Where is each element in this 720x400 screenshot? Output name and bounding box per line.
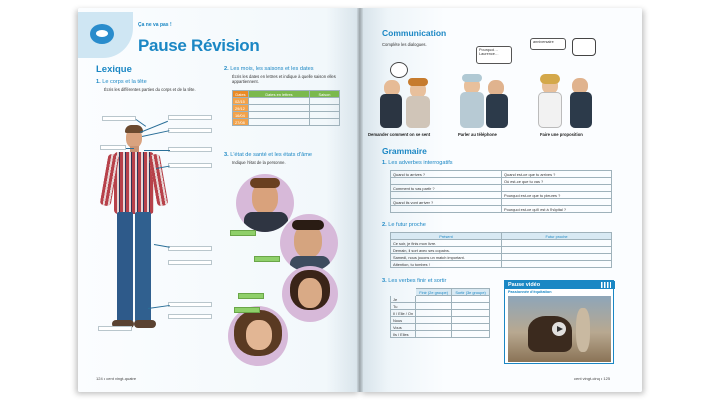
photo-happy-girl xyxy=(228,306,288,366)
page-kicker: Ça ne va pas ! xyxy=(138,22,172,28)
ex3-heading: 3. L'état de santé et les états d'âme xyxy=(224,152,312,158)
ex1-instructions: Écris les différentes parties du corps et de la tête. xyxy=(104,87,196,92)
speech-bubble-icon xyxy=(90,24,114,44)
speech-bubble-2: anniversaire xyxy=(530,38,566,50)
caption-3: Faire une proposition xyxy=(540,132,583,137)
futur-table: Présent Futur proche Ce soir, je finis mon livre. Demain, il sort avec ses copains. Samedi, nous jouons un match important. Attention, tu tombes ! xyxy=(390,232,612,268)
video-thumbnail[interactable] xyxy=(508,296,611,362)
adverbs-table: Quand tu arrives ? Quand est-ce que tu arrives ? Où est-ce que tu vas ? Comment tu vas partir ? Pourquoi est-ce que tu pleures ? Quand ils vont arriver ? Pourquoi est-ce qu'il est à l'hôpital ? xyxy=(390,170,612,213)
clapperboard-icon xyxy=(601,282,611,288)
section-lexique: Lexique xyxy=(96,64,132,75)
section-communication: Communication xyxy=(382,28,447,38)
gram-ex3-heading: 3. Les verbes finir et sortir xyxy=(382,278,447,284)
page-title: Pause Révision xyxy=(138,36,260,55)
communication-instructions: Complète les dialogues. xyxy=(382,42,427,47)
open-textbook xyxy=(78,8,642,392)
ex2-instructions: Écris les dates en lettres et indique à quelle saison elles appartiennent. xyxy=(232,74,336,84)
left-page xyxy=(78,8,360,392)
photo-sad-girl xyxy=(282,266,338,322)
gram-ex2-heading: 2. Le futur proche xyxy=(382,222,426,228)
speech-bubble-1: Pourquoi… Laurence… xyxy=(476,46,512,64)
photo-sick-boy xyxy=(236,174,294,232)
dates-table: Dates Dates en lettres Saison 02/15 29/12 16/04 27/08 xyxy=(232,90,340,126)
verbs-table: Finir (2e groupe) Sortir (3e groupe) Je Tu Il / Elle / On Nous Vous Ils / Elles xyxy=(390,288,490,338)
video-panel xyxy=(504,280,614,364)
video-subtitle: Passionnée d'équitation xyxy=(508,290,552,294)
footer-left: 124 • cent vingt-quatre xyxy=(96,376,137,381)
ex1-heading: 1. Le corps et la tête xyxy=(96,79,147,85)
right-page xyxy=(360,8,642,392)
ex3-instructions: Indique l'état de la personne. xyxy=(232,160,286,165)
gram-ex1-heading: 1. Les adverbes interrogatifs xyxy=(382,160,453,166)
footer-right: cent vingt-cinq • 125 xyxy=(574,376,611,381)
caption-1: Demander comment on se sent xyxy=(368,132,431,137)
play-icon[interactable] xyxy=(552,322,566,336)
section-grammaire: Grammaire xyxy=(382,146,427,156)
ex2-heading: 2. Les mois, les saisons et les dates xyxy=(224,66,314,72)
photo-angry-boy xyxy=(280,214,338,272)
book-spine-shadow xyxy=(357,8,363,392)
video-title: Pause vidéo xyxy=(508,282,541,288)
caption-2: Parler au téléphone xyxy=(458,132,497,137)
